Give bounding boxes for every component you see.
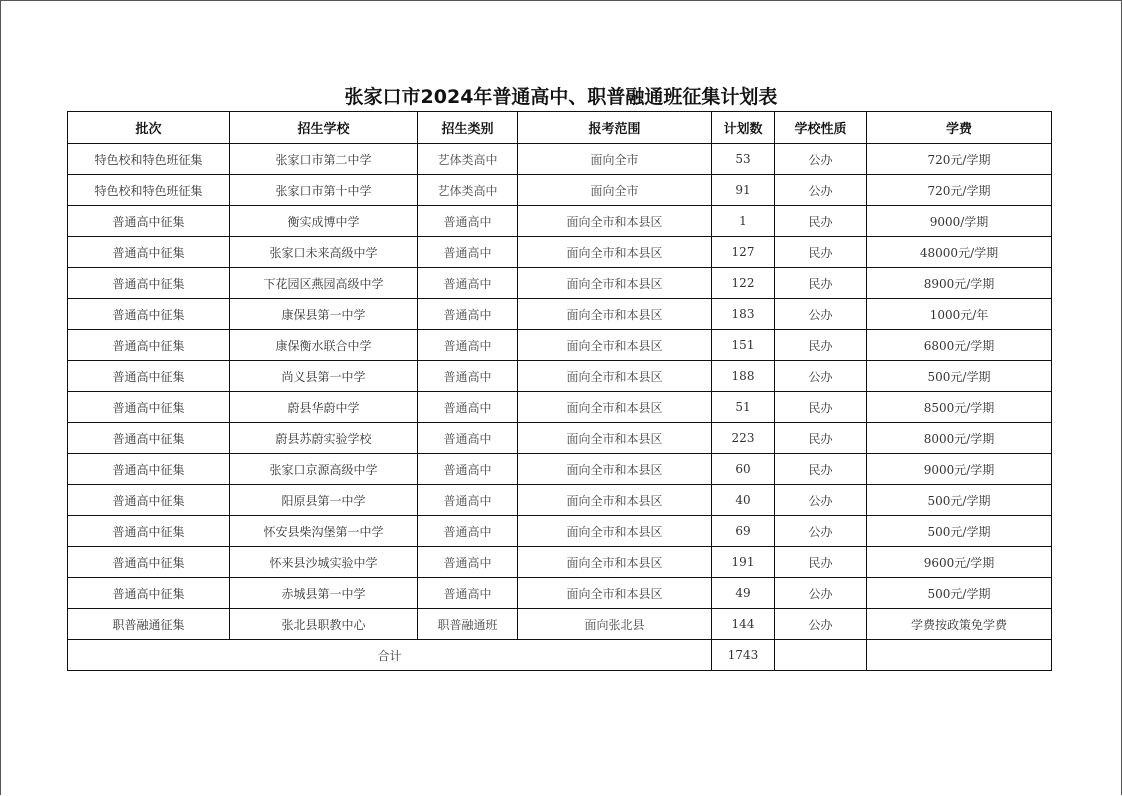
cell-tuition: 500元/学期 — [867, 361, 1052, 392]
cell-plan-count: 1 — [712, 206, 775, 237]
total-row — [68, 640, 1052, 671]
table-row — [68, 578, 1052, 609]
cell-batch: 普通高中征集 — [68, 299, 230, 330]
cell-plan-count: 188 — [712, 361, 775, 392]
table-row — [68, 361, 1052, 392]
table-row — [68, 330, 1052, 361]
cell-scope: 面向全市和本县区 — [518, 330, 712, 361]
cell-school-type: 民办 — [775, 423, 867, 454]
cell-plan-count: 183 — [712, 299, 775, 330]
cell-school-type: 民办 — [775, 392, 867, 423]
cell-batch: 普通高中征集 — [68, 485, 230, 516]
cell-school-type: 公办 — [775, 578, 867, 609]
cell-school: 康保县第一中学 — [230, 299, 418, 330]
cell-school-type: 公办 — [775, 485, 867, 516]
cell-category: 普通高中 — [418, 547, 518, 578]
cell-scope: 面向全市和本县区 — [518, 578, 712, 609]
table-row — [68, 485, 1052, 516]
cell-batch: 特色校和特色班征集 — [68, 144, 230, 175]
total-empty-tuition — [867, 640, 1052, 671]
cell-category: 普通高中 — [418, 299, 518, 330]
cell-plan-count: 60 — [712, 454, 775, 485]
cell-tuition: 1000元/年 — [867, 299, 1052, 330]
cell-school: 蔚县华蔚中学 — [230, 392, 418, 423]
cell-school: 下花园区燕园高级中学 — [230, 268, 418, 299]
header-row — [68, 112, 1052, 144]
header-scope: 报考范围 — [518, 112, 712, 144]
cell-scope: 面向全市和本县区 — [518, 237, 712, 268]
cell-category: 普通高中 — [418, 578, 518, 609]
cell-school-type: 民办 — [775, 237, 867, 268]
cell-tuition: 720元/学期 — [867, 144, 1052, 175]
table-row — [68, 175, 1052, 206]
cell-plan-count: 223 — [712, 423, 775, 454]
cell-category: 普通高中 — [418, 485, 518, 516]
cell-school: 蔚县苏蔚实验学校 — [230, 423, 418, 454]
cell-school: 怀来县沙城实验中学 — [230, 547, 418, 578]
cell-school-type: 民办 — [775, 206, 867, 237]
cell-batch: 普通高中征集 — [68, 237, 230, 268]
table-row — [68, 423, 1052, 454]
total-count: 1743 — [712, 640, 775, 671]
cell-batch: 普通高中征集 — [68, 330, 230, 361]
cell-batch: 普通高中征集 — [68, 268, 230, 299]
cell-category: 普通高中 — [418, 237, 518, 268]
total-empty-school-type — [775, 640, 867, 671]
enrollment-plan-table — [67, 111, 1052, 671]
cell-school: 尚义县第一中学 — [230, 361, 418, 392]
cell-batch: 普通高中征集 — [68, 578, 230, 609]
cell-school: 张家口未来高级中学 — [230, 237, 418, 268]
cell-school-type: 公办 — [775, 609, 867, 640]
cell-school: 张家口市第二中学 — [230, 144, 418, 175]
cell-school: 康保衡水联合中学 — [230, 330, 418, 361]
cell-category: 艺体类高中 — [418, 175, 518, 206]
cell-category: 普通高中 — [418, 361, 518, 392]
cell-tuition: 9600元/学期 — [867, 547, 1052, 578]
header-category: 招生类别 — [418, 112, 518, 144]
cell-category: 普通高中 — [418, 392, 518, 423]
cell-category: 普通高中 — [418, 206, 518, 237]
cell-tuition: 6800元/学期 — [867, 330, 1052, 361]
cell-school: 赤城县第一中学 — [230, 578, 418, 609]
cell-tuition: 500元/学期 — [867, 578, 1052, 609]
cell-category: 职普融通班 — [418, 609, 518, 640]
cell-scope: 面向全市 — [518, 144, 712, 175]
cell-category: 普通高中 — [418, 454, 518, 485]
table-body — [68, 144, 1052, 671]
cell-category: 普通高中 — [418, 330, 518, 361]
cell-scope: 面向全市和本县区 — [518, 547, 712, 578]
cell-category: 艺体类高中 — [418, 144, 518, 175]
table-row — [68, 547, 1052, 578]
cell-scope: 面向全市和本县区 — [518, 392, 712, 423]
table-row — [68, 609, 1052, 640]
header-school-type: 学校性质 — [775, 112, 867, 144]
cell-school-type: 民办 — [775, 547, 867, 578]
table-row — [68, 268, 1052, 299]
cell-school-type: 公办 — [775, 299, 867, 330]
total-label: 合计 — [68, 640, 712, 671]
cell-school: 阳原县第一中学 — [230, 485, 418, 516]
cell-plan-count: 53 — [712, 144, 775, 175]
cell-tuition: 500元/学期 — [867, 485, 1052, 516]
cell-tuition: 9000元/学期 — [867, 454, 1052, 485]
cell-school-type: 公办 — [775, 516, 867, 547]
cell-school-type: 公办 — [775, 361, 867, 392]
cell-scope: 面向全市和本县区 — [518, 206, 712, 237]
cell-tuition: 8000元/学期 — [867, 423, 1052, 454]
cell-school: 张家口市第十中学 — [230, 175, 418, 206]
cell-batch: 特色校和特色班征集 — [68, 175, 230, 206]
cell-plan-count: 49 — [712, 578, 775, 609]
cell-batch: 普通高中征集 — [68, 547, 230, 578]
table-row — [68, 237, 1052, 268]
cell-plan-count: 69 — [712, 516, 775, 547]
cell-plan-count: 151 — [712, 330, 775, 361]
cell-school-type: 公办 — [775, 144, 867, 175]
cell-school-type: 民办 — [775, 330, 867, 361]
cell-school: 张北县职教中心 — [230, 609, 418, 640]
cell-scope: 面向全市和本县区 — [518, 454, 712, 485]
header-school: 招生学校 — [230, 112, 418, 144]
cell-batch: 普通高中征集 — [68, 392, 230, 423]
cell-batch: 普通高中征集 — [68, 361, 230, 392]
table-row — [68, 206, 1052, 237]
cell-tuition: 学费按政策免学费 — [867, 609, 1052, 640]
document-title: 张家口市2024年普通高中、职普融通班征集计划表 — [344, 86, 778, 108]
cell-scope: 面向全市和本县区 — [518, 299, 712, 330]
cell-scope: 面向全市 — [518, 175, 712, 206]
cell-school-type: 民办 — [775, 268, 867, 299]
cell-scope: 面向全市和本县区 — [518, 423, 712, 454]
cell-category: 普通高中 — [418, 516, 518, 547]
cell-school: 衡实成博中学 — [230, 206, 418, 237]
table-row — [68, 516, 1052, 547]
cell-tuition: 8500元/学期 — [867, 392, 1052, 423]
cell-batch: 职普融通征集 — [68, 609, 230, 640]
cell-plan-count: 91 — [712, 175, 775, 206]
cell-scope: 面向全市和本县区 — [518, 485, 712, 516]
header-tuition: 学费 — [867, 112, 1052, 144]
cell-school: 张家口京源高级中学 — [230, 454, 418, 485]
cell-plan-count: 127 — [712, 237, 775, 268]
cell-school: 怀安县柴沟堡第一中学 — [230, 516, 418, 547]
cell-tuition: 500元/学期 — [867, 516, 1052, 547]
cell-tuition: 48000元/学期 — [867, 237, 1052, 268]
table-row — [68, 144, 1052, 175]
cell-batch: 普通高中征集 — [68, 423, 230, 454]
cell-scope: 面向全市和本县区 — [518, 268, 712, 299]
cell-tuition: 9000/学期 — [867, 206, 1052, 237]
cell-batch: 普通高中征集 — [68, 206, 230, 237]
cell-scope: 面向张北县 — [518, 609, 712, 640]
cell-batch: 普通高中征集 — [68, 516, 230, 547]
cell-category: 普通高中 — [418, 423, 518, 454]
header-batch: 批次 — [68, 112, 230, 144]
cell-category: 普通高中 — [418, 268, 518, 299]
cell-batch: 普通高中征集 — [68, 454, 230, 485]
table-row — [68, 299, 1052, 330]
header-plan-count: 计划数 — [712, 112, 775, 144]
table-row — [68, 454, 1052, 485]
cell-plan-count: 51 — [712, 392, 775, 423]
table-row — [68, 392, 1052, 423]
cell-scope: 面向全市和本县区 — [518, 516, 712, 547]
cell-plan-count: 122 — [712, 268, 775, 299]
cell-school-type: 民办 — [775, 454, 867, 485]
cell-plan-count: 40 — [712, 485, 775, 516]
cell-scope: 面向全市和本县区 — [518, 361, 712, 392]
cell-plan-count: 191 — [712, 547, 775, 578]
cell-tuition: 720元/学期 — [867, 175, 1052, 206]
cell-tuition: 8900元/学期 — [867, 268, 1052, 299]
cell-school-type: 公办 — [775, 175, 867, 206]
cell-plan-count: 144 — [712, 609, 775, 640]
